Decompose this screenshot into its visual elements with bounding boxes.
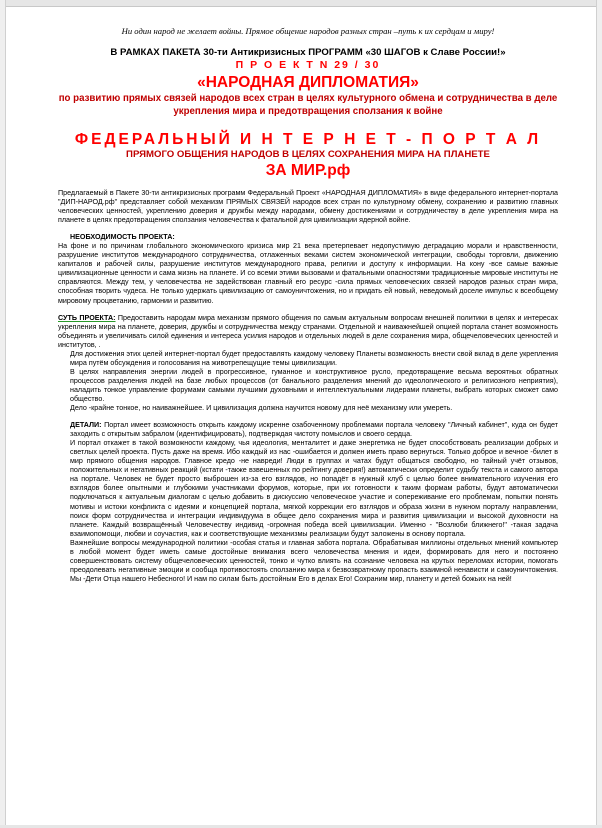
window-left-border (0, 0, 6, 828)
portal-title: ФЕДЕРАЛЬНЫЙ И Н Т Е Р Н Е Т - П О Р Т А Л (74, 131, 542, 148)
portal-subtitle: ПРЯМОГО ОБЩЕНИЯ НАРОДОВ В ЦЕЛЯХ СОХРАНЕНИЯ МИРА НА ПЛАНЕТЕ (126, 149, 490, 160)
essence-text: Предоставить народам мира механизм прямого общения по самым актуальным вопросам внешней политики в целях и интересах укрепления мира на планете, доверия, дружбы и сотрудничества между странами. Отдельной и наиважнейшей опцией портала станет возможность объединять и увеличивать силой единения и интереса усилия народов и отдельных людей в деле сохранения мира, общечеловеческих ценностей и институтов, . (58, 313, 558, 349)
section-heading-necessity: НЕОБХОДИМОСТЬ ПРОЕКТА: (70, 233, 175, 242)
section-heading-essence: СУТЬ ПРОЕКТА: (58, 313, 116, 322)
essence-paragraph-4: Дело -крайне тонкое, но наиважнейшее. И цивилизация должна научится новому для неё механизму или умереть. (70, 404, 453, 413)
details-text: Портал имеет возможность открыть каждому искренне озабоченному проблемами портала человеку "Личный кабинет", куда он будет заходить с открытым забралом (идентифицировать), подтверждая чистоту помыслов и своего сердца. (70, 421, 558, 439)
details-paragraph-2: И портал откажет в такой возможности каждому, чья идеология, менталитет и даже энергетика не будет способствовать реализации добрых и светлых целей проекта. Пусть даже на время. Ибо каждый из нас -ошибается и должен иметь право вернуться. Только доброе и вечное -билет в мир прямого общения народов. Главное кредо -не навреди! Люди в группах и чатах будут общаться свободно, но тайный учёт отзывов, положительных и негативных реакций (кстати -также взвешенных по рейтингу доверия!) автоматически определит судьбу текста и самого автора на портале. Человек не будет просто выброшен из-за его взглядов, но попадёт в нужный клуб с целью более внимательного изучения его взглядов более опытными и глубокими участниками форумов, которые, при их готовности к таким формам работы, будут автоматически подключаться к актуальным диалогам с целью добавить в дискуссию человеческое участие и сопереживание его проблемам, попытки понять мотивы и истоки конфликта с идеями и концепцией портала, мягкой коррекции его взглядов и образа жизни в нужном порталу направлении, поиск форм сотрудничества и интеграции индивидуума в общее дело сохранения мира и развития цивилизации и высокой духовности на планете. Каждый возвращённый Человечеству индивид -огромная победа всей цивилизации. Именно - "Возлюби ближнего!" -такая задача взаимопомощи, любви и соучастия, как и соответствующие механизмы реализации будут заложены в основу портала. (70, 439, 558, 538)
necessity-paragraph: На фоне и по причинам глобального экономического кризиса мир 21 века претерпевает недопустимую деградацию морали и нравственности, разрушение институтов международного сотрудничества, отлаженных веками систем экономической интеграции, свободы торговли, движению капиталов и рабочей силы, разрушение институтов международного права, религии и доступу к информации. На кону -все самые важные цивилизационные ценности и сама жизнь на планете. И со всеми этими вызовами и фатальными опасностями традиционные мировые институты не справляются. Между тем, у человечества не задействован главный его ресурс -сила прямых человеческих связей народов разных стран мира, способная творить чудеса. Не только удержать цивилизацию от самоуничтожения, но и придать ей новый, неведомый доселе импульс к всеобщему мировому процветанию, гармонии и развитию. (58, 242, 558, 305)
intro-paragraph: Предлагаемый в Пакете 30-ти антикризисных программ Федеральный Проект «НАРОДНАЯ ДИПЛОМАТИЯ» в виде федерального интернет-портала "ДИП-НАРОД.рф" представляет собой механизм ПРЯМЫХ СВЯЗЕЙ народов всех стран по культурному обмену, сохранению и развитию главных человеческих ценностей, укреплению доверия и дружбы между народами, обмену достижениями и сотрудничеству в деле укрепления мира на планете в целях предотвращения сползания человечества к фатальной для цивилизации ядерной войне. (58, 189, 558, 225)
window-right-border (596, 0, 602, 828)
package-heading: В РАМКАХ ПАКЕТА 30-ти Антикризисных ПРОГРАММ «30 ШАГОВ к Славе России!» (110, 47, 506, 58)
essence-paragraph (58, 314, 558, 350)
document-subtitle: по развитию прямых связей народов всех стран в целях культурного обмена и сотрудничества в деле укрепления мира и предотвращения сползания к войне (58, 93, 558, 117)
document-title: «НАРОДНАЯ ДИПЛОМАТИЯ» (197, 74, 419, 91)
document-body (58, 189, 558, 584)
essence-paragraph-3: В целях направления энергии людей в прогрессивное, гуманное и конструктивное русло, предотвращение весьма вероятных обратных процессов разделения людей на базе любых процессов (от банального разделения мнений до идеологического и религиозного неприятия), наладить тонкое управление форумами самыми лучшими духовными и интеллектуальными лидерами планеты, выбрать которых сможет само общество. (70, 367, 558, 403)
motto: Ни один народ не желает войны. Прямое общение народов разных стран –путь к их сердцам и миру! (121, 26, 495, 36)
document-page (58, 26, 558, 584)
details-paragraph-3: Важнейшие вопросы международной политики -особая статья и главная забота портала. Обрабатывая миллионы отдельных мнений компьютер в любой момент будет иметь самые достойные внимания всего человечества мнения и идеи, формировать для него и постоянно совершенствовать систему общечеловеческих ценностей, тонко и чутко влиять на сознание человека на крутых переломах истории, помогать преодолевать негативные эмоции и сообща противостоять сползанию мира к безвозвратному пропасть взаимной ненависти и самоуничтожения. Мы -Дети Отца нашего Небесного! И нам по силам быть достойным Его в делах Его! Сохраним мир, планету и детей божьих на ней! (70, 538, 558, 583)
site-name: ЗА МИР.рф (265, 162, 351, 179)
details-paragraph (58, 421, 558, 439)
window-top-bar (0, 0, 602, 7)
project-number: П Р О Е К Т N 29 / 30 (235, 59, 381, 71)
essence-paragraph-2: Для достижения этих целей интернет-портал будет предоставлять каждому человеку Планеты возможность внести свой вклад в деле укрепления мира путём обсуждения и голосования на животрепещущие темы цивилизации. (70, 349, 558, 367)
section-heading-details: ДЕТАЛИ: (70, 421, 102, 430)
